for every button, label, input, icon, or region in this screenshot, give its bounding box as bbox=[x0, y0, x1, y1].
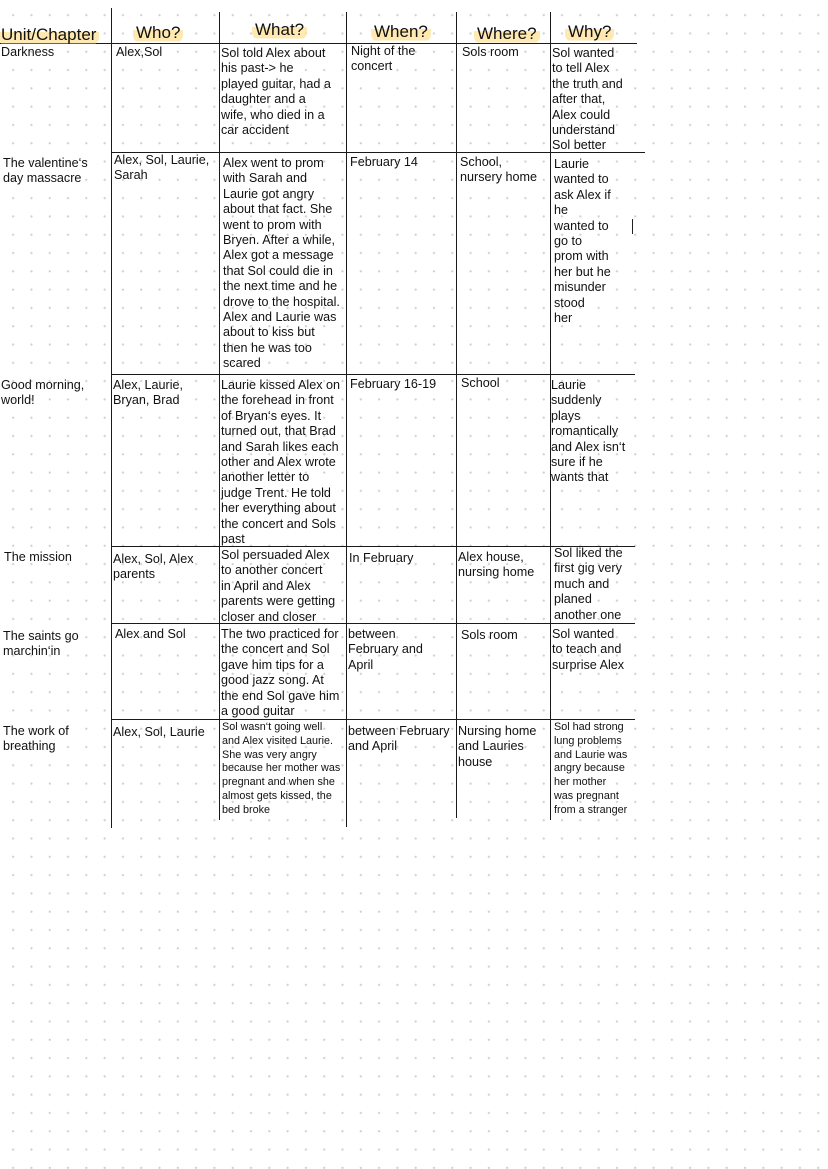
row-3-where: School bbox=[461, 376, 500, 390]
row-4-what: Sol persuaded Alex to another concert in April and Alex parents were getting closer and closer bbox=[221, 548, 336, 624]
row-4-unit: The mission bbox=[4, 550, 72, 564]
row-1-who: Alex,Sol bbox=[116, 45, 163, 59]
row-1-where: Sols room bbox=[462, 45, 519, 59]
row-3-unit: Good morning, world! bbox=[1, 378, 85, 408]
row-5-when: between February and April bbox=[348, 627, 423, 672]
row-4-where: Alex house, nursing home bbox=[458, 550, 535, 580]
row-6-unit: The work of breathing bbox=[3, 724, 69, 754]
row-1-when: Night of the concert bbox=[351, 44, 416, 74]
row-4-why: Sol liked the first gig very much and planed another one bbox=[554, 546, 623, 622]
header-when: When? bbox=[371, 22, 431, 42]
row-1-why: Sol wanted to tell Alex the truth and after that, Alex could understand Sol better bbox=[552, 46, 623, 153]
header-where: Where? bbox=[474, 24, 540, 44]
column-divider bbox=[456, 12, 457, 818]
row-1-what: Sol told Alex about his past-> he played guitar, had a daughter and a wife, who died in a car accident bbox=[221, 46, 331, 138]
row-2-who: Alex, Sol, Laurie, Sarah bbox=[114, 153, 210, 183]
row-6-who: Alex, Sol, Laurie bbox=[113, 725, 205, 739]
column-divider bbox=[111, 8, 112, 828]
header-what: What? bbox=[252, 20, 307, 40]
column-divider bbox=[346, 12, 347, 827]
row-divider bbox=[111, 623, 635, 624]
header-why: Why? bbox=[565, 22, 614, 42]
row-5-what: The two practiced for the concert and Sol gave him tips for a good jazz song. At the end Sol gave him a good guitar bbox=[221, 627, 340, 719]
row-2-unit: The valentine‘s day massacre bbox=[3, 156, 88, 186]
row-5-where: Sols room bbox=[461, 628, 518, 642]
row-2-where: School, nursery home bbox=[460, 155, 537, 185]
row-6-what: Sol wasn‘t going well and Alex visited Laurie. She was very angry because her mother was pregnant and when she almost gets kissed, the bed broke bbox=[222, 721, 341, 816]
row-4-when: In February bbox=[349, 551, 414, 565]
row-3-when: February 16-19 bbox=[350, 377, 437, 391]
row-6-when: between February and April bbox=[348, 724, 450, 754]
header-unit-chapter: Unit/Chapter bbox=[0, 25, 99, 45]
row-2-what: Alex went to prom with Sarah and Laurie got angry about that fact. She went to prom with Bryen. After a while, Alex got a message that Sol could die in the next time and he drove to the hospital. Alex and Laurie was about to kiss but then he was too scared bbox=[223, 156, 340, 371]
row-3-why: Laurie suddenly plays romantically and Alex isn‘t sure if he wants that bbox=[551, 378, 626, 485]
row-4-who: Alex, Sol, Alex parents bbox=[113, 552, 194, 582]
row-1-unit: Darkness bbox=[1, 45, 55, 59]
row-2-why: Laurie wanted to ask Alex if he wanted to go to prom with her but he misunder stood her bbox=[554, 157, 611, 326]
header-who: Who? bbox=[133, 23, 183, 43]
row-5-why: Sol wanted to teach and surprise Alex bbox=[552, 627, 625, 672]
row-divider bbox=[111, 374, 635, 375]
row-5-unit: The saints go marchin‘in bbox=[3, 629, 79, 659]
row-3-who: Alex, Laurie, Bryan, Brad bbox=[113, 378, 184, 408]
row-6-where: Nursing home and Lauries house bbox=[458, 724, 537, 769]
text-cursor bbox=[632, 219, 633, 234]
row-6-why: Sol had strong lung problems and Laurie was angry because her mother was pregnant from a stranger bbox=[554, 721, 628, 816]
row-5-who: Alex and Sol bbox=[115, 627, 186, 641]
row-2-when: February 14 bbox=[350, 155, 418, 169]
row-3-what: Laurie kissed Alex on the forehead in front of Bryan‘s eyes. It turned out, that Brad and Sarah likes each other and Alex wrote another letter to judge Trent. He told her everything about the concert and Sols past bbox=[221, 378, 341, 547]
